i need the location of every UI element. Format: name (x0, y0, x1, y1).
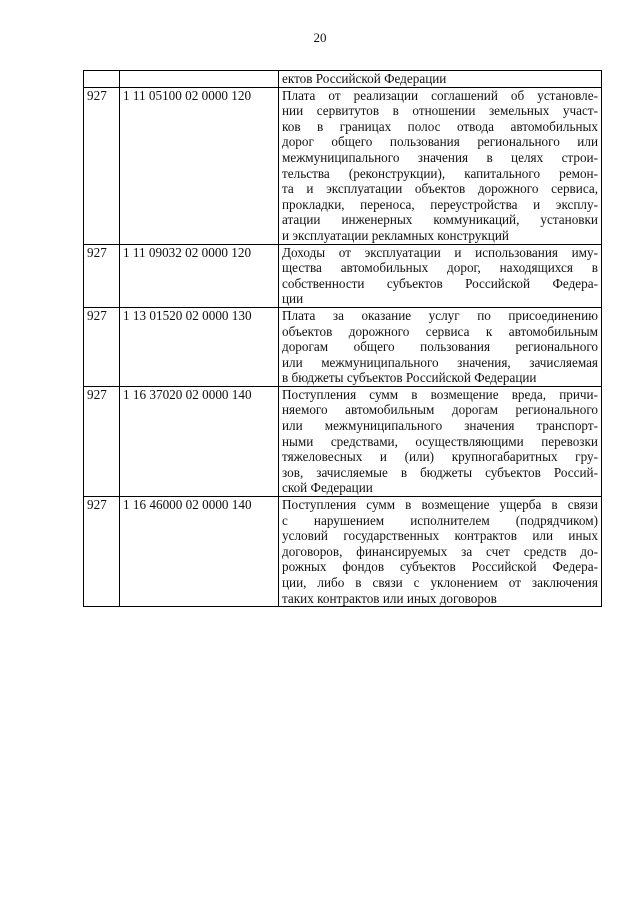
table-body (84, 71, 602, 607)
revenue-description-cell (279, 307, 602, 386)
budget-classification-code-cell: 1 13 01520 02 0000 130 (120, 307, 279, 386)
admin-code-cell: 927 (84, 386, 120, 496)
admin-code-cell: 927 (84, 244, 120, 307)
description-line: ции (282, 291, 304, 307)
budget-classification-code-cell: 1 16 37020 02 0000 140 (120, 386, 279, 496)
description-line: ской Федерации (282, 480, 373, 496)
revenue-description-cell (279, 71, 602, 88)
page-number: 20 (313, 30, 327, 45)
table-row (84, 497, 602, 607)
description-line: тяжеловесных и (или) крупногабаритных гру- (282, 449, 598, 465)
description-line: собственности субъектов Российской Федера- (282, 275, 598, 291)
description-line: Поступления сумм в возмещение вреда, причи- (282, 386, 598, 402)
revenue-description-cell (279, 497, 602, 607)
revenue-description-cell (279, 87, 602, 244)
table-row (84, 87, 602, 244)
table-row (84, 244, 602, 307)
description-line: дорогам общего пользования регионального (282, 339, 598, 355)
description-line: Доходы от эксплуатации и использования иму- (282, 244, 598, 260)
description-line: Плата от реализации соглашений об установле- (282, 87, 598, 103)
description-line: щества автомобильных дорог, находящихся в (282, 260, 598, 276)
description-line: зов, зачисляемые в бюджеты субъектов Россий- (282, 464, 598, 480)
budget-classification-code-cell (120, 71, 279, 88)
budget-classification-code-cell: 1 11 09032 02 0000 120 (120, 244, 279, 307)
budget-classification-code-cell: 1 16 46000 02 0000 140 (120, 497, 279, 607)
description-line: ными средствами, осуществляющими перевозки (282, 433, 598, 449)
description-line: Плата за оказание услуг по присоединению (282, 307, 598, 323)
admin-code-cell: 927 (84, 497, 120, 607)
description-line: объектов дорожного сервиса к автомобильным (282, 323, 598, 339)
description-line: ции, либо в связи с уклонением от заключения (282, 575, 598, 590)
revenue-description-cell (279, 386, 602, 496)
description-line: или межмуниципального значения транспорт- (282, 418, 598, 434)
description-line: та и эксплуатации объектов дорожного сервиса, (282, 181, 598, 197)
description-line: таких контрактов или иных договоров (282, 590, 497, 606)
description-line: межмуниципального значения в целях строи- (282, 149, 598, 165)
revenue-codes-table (83, 70, 602, 607)
description-line: прокладки, переноса, переустройства и эксплу- (282, 196, 598, 212)
revenue-description-cell (279, 244, 602, 307)
description-line: договоров, финансируемых за счет средств до- (282, 543, 598, 559)
admin-code-cell (84, 71, 120, 88)
description-line: или межмуниципального значения, зачисляемая (282, 354, 598, 370)
description-line: в бюджеты субъектов Российской Федерации (282, 370, 537, 386)
description-line: няемого автомобильным дорогам регионального (282, 402, 598, 418)
table-row (84, 307, 602, 386)
admin-code-cell: 927 (84, 87, 120, 244)
description-line: ков в границах полос отвода автомобильных (282, 118, 598, 134)
description-line: дорог общего пользования регионального или (282, 134, 598, 150)
admin-code-cell: 927 (84, 307, 120, 386)
description-line: Поступления сумм в возмещение ущерба в связи (282, 497, 598, 513)
table-row (84, 71, 602, 88)
description-line: атации инженерных коммуникаций, установки (282, 212, 598, 228)
description-line: ектов Российской Федерации (282, 71, 447, 86)
description-line: и эксплуатации рекламных конструкций (282, 227, 509, 243)
budget-classification-code-cell: 1 11 05100 02 0000 120 (120, 87, 279, 244)
description-line: условий государственных контрактов или иных (282, 528, 598, 544)
description-line: нии сервитутов в отношении земельных участ- (282, 103, 598, 119)
description-line: тельства (реконструкции), капитального ремон- (282, 165, 598, 181)
description-line: с нарушением исполнителем (подрядчиком) (282, 512, 598, 528)
table-row (84, 386, 602, 496)
description-line: рожных фондов субъектов Российской Федера- (282, 559, 598, 575)
